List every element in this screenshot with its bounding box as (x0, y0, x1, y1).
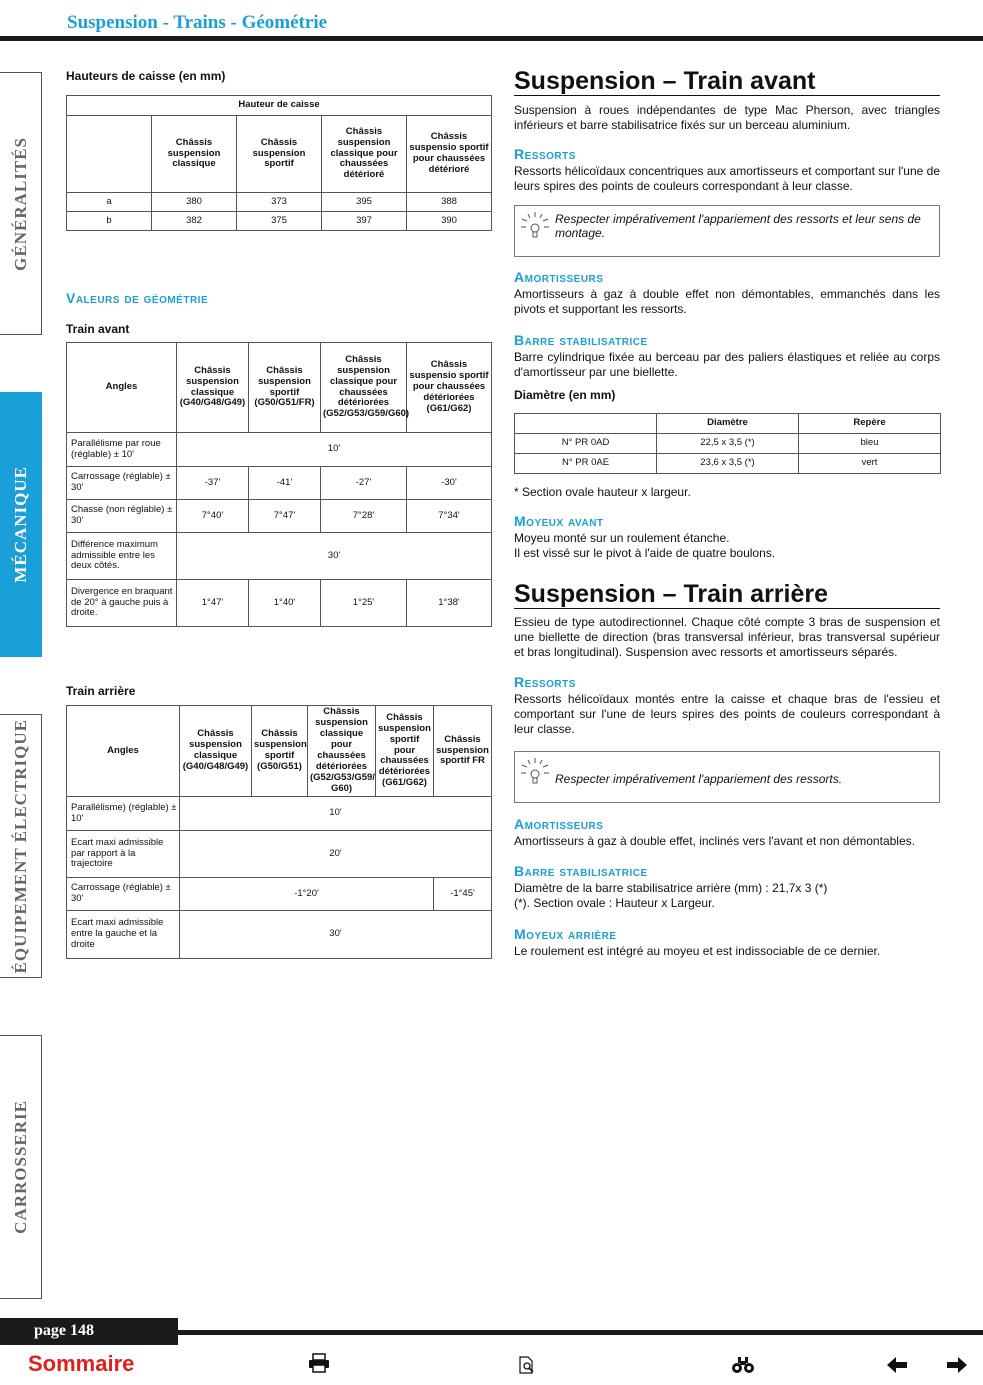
avant-ressorts-text: Ressorts hélicoïdaux concentriques aux amortisseurs et comportant sur l'une de leurs spires des points de couleurs correspondant à leur classe. (514, 164, 940, 193)
row-label: Ecart maxi admissible par rapport à la trajectoire (67, 831, 180, 878)
binoculars-icon[interactable] (731, 1356, 755, 1374)
cell: 7°47' (249, 500, 321, 533)
table-row (67, 797, 492, 831)
cell: -41' (249, 467, 321, 500)
tab-equipement-electrique-label: ÉQUIPEMENT ÉLECTRIQUE (10, 718, 30, 974)
cell: 7°40' (177, 500, 249, 533)
arriere-note-text: Respecter impérativement l'appariement des ressorts. (555, 772, 843, 786)
cell: 1°38' (407, 580, 492, 627)
table-row (515, 434, 941, 454)
avant-moyeux-text1: Moyeu monté sur un roulement étanche. (514, 531, 730, 545)
cell: 1°47' (177, 580, 249, 627)
cell: 22,5 x 3,5 (*) (657, 434, 799, 454)
merged-cell: -1°20' (180, 878, 434, 911)
cell: 1°25' (321, 580, 407, 627)
table-row (67, 878, 492, 911)
sommaire-link[interactable]: Sommaire (28, 1351, 135, 1376)
train-avant-table (66, 342, 492, 627)
tab-mecanique-label: MÉCANIQUE (10, 466, 30, 583)
cell: bleu (799, 434, 941, 454)
merged-cell: 10' (177, 433, 492, 467)
arriere-col-header: Châssis suspension sportif (G50/G51) (252, 706, 308, 797)
arriere-note-box (514, 751, 940, 803)
arriere-barre-title: Barre stabilisatrice (514, 863, 648, 879)
row-label: b (67, 212, 152, 231)
avant-note-box (514, 205, 940, 257)
cell: 373 (237, 193, 322, 212)
avant-col-header: Châssis suspension classique pour chaussées détériorées (G52/G53/G59/G60) (321, 343, 407, 433)
arriere-col-header: Châssis suspension sportif pour chaussées détériorées (G61/G62) (376, 706, 434, 797)
arriere-barre-text1: Diamètre de la barre stabilisatrice arrière (mm) : 21,7x 3 (*) (514, 881, 828, 895)
tab-generalites-label: GÉNÉRALITÉS (10, 136, 30, 271)
document-search-icon[interactable] (518, 1356, 536, 1374)
lightbulb-icon (519, 210, 551, 244)
row-label: Carrossage (réglable) ± 30' (67, 878, 180, 911)
row-label: Parallélisme) (réglable) ± 10' (67, 797, 180, 831)
merged-cell: 20' (180, 831, 492, 878)
arriere-moyeux-text: Le roulement est intégré au moyeu et est indissociable de ce dernier. (514, 944, 881, 958)
row-label: Chasse (non réglable) ± 30' (67, 500, 177, 533)
row-label: N° PR 0AE (515, 454, 657, 474)
cell: -30' (407, 467, 492, 500)
angles-header: Angles (67, 343, 177, 433)
lightbulb-icon (519, 756, 551, 790)
arrow-right-icon[interactable] (947, 1357, 967, 1373)
arriere-section-title: Suspension – Train arrière (514, 581, 940, 609)
hauteurs-group-header: Hauteur de caisse (67, 96, 492, 116)
avant-amort-text: Amortisseurs à gaz à double effet non démontables, emmanchés dans les pivots et supportant les ressorts. (514, 287, 940, 316)
arriere-ressorts-title: Ressorts (514, 674, 576, 690)
arriere-amort-text: Amortisseurs à gaz à double effet, inclinés vers l'avant et non démontables. (514, 834, 915, 848)
cell: 375 (237, 212, 322, 231)
hauteurs-col-header: Châssis suspensio sportif pour chaussées détérioré (407, 116, 492, 193)
arriere-intro: Essieu de type autodirectionnel. Chaque côté compte 3 bras de suspension et une biellette de direction (bras transversal inférieur, bras transversal supérieur et bras longitudinal). Suspension avec ressorts et amortisseurs séparés. (514, 615, 940, 659)
table-row (67, 193, 492, 212)
cell: vert (799, 454, 941, 474)
cell: -1°45' (434, 878, 492, 911)
diametre-label: Diamètre (en mm) (514, 388, 616, 402)
table-row (67, 533, 492, 580)
tab-carrosserie-label: CARROSSERIE (10, 1100, 30, 1234)
hauteurs-label: Hauteurs de caisse (en mm) (66, 69, 226, 83)
row-label: Parallélisme par roue (réglable) ± 10' (67, 433, 177, 467)
diametre-corner (515, 414, 657, 434)
cell: 388 (407, 193, 492, 212)
page-header-title: Suspension - Trains - Géométrie (67, 12, 328, 33)
table-row (67, 467, 492, 500)
arrow-left-icon[interactable] (887, 1357, 907, 1373)
table-row (67, 433, 492, 467)
merged-cell: 30' (177, 533, 492, 580)
row-label: Carrossage (réglable) ± 30' (67, 467, 177, 500)
cell: -27' (321, 467, 407, 500)
table-row (515, 454, 941, 474)
row-label: N° PR 0AD (515, 434, 657, 454)
avant-intro: Suspension à roues indépendantes de type Mac Pherson, avec triangles inférieurs et barre stabilisatrice fixés sur un berceau aluminium. (514, 103, 940, 132)
cell: 7°34' (407, 500, 492, 533)
arriere-col-header: Châssis suspension classique (G40/G48/G49) (180, 706, 252, 797)
cell: 397 (322, 212, 407, 231)
page-number: page 148 (0, 1318, 178, 1345)
hauteurs-col-header: Châssis suspension sportif (237, 116, 322, 193)
tab-carrosserie[interactable] (0, 1035, 42, 1299)
cell: 1°40' (249, 580, 321, 627)
arriere-barre-text2: (*). Section ovale : Hauteur x Largeur. (514, 896, 715, 910)
arriere-amort-title: Amortisseurs (514, 816, 604, 832)
diametre-col-header: Repère (799, 414, 941, 434)
cell: 23,6 x 3,5 (*) (657, 454, 799, 474)
train-arriere-table (66, 705, 492, 959)
diametre-col-header: Diamètre (657, 414, 799, 434)
row-label: Ecart maxi admissible entre la gauche et la droite (67, 911, 180, 959)
header-rule (0, 36, 983, 41)
diametre-footnote: * Section ovale hauteur x largeur. (514, 485, 691, 499)
avant-barre-text: Barre cylindrique fixée au berceau par des paliers élastiques et reliée au corps d'amortisseur par une biellette. (514, 350, 940, 379)
avant-col-header: Châssis suspension sportif (G50/G51/FR) (249, 343, 321, 433)
printer-icon[interactable] (308, 1353, 330, 1373)
row-label: Différence maximum admissible entre les deux côtés. (67, 533, 177, 580)
avant-section-title: Suspension – Train avant (514, 68, 940, 96)
cell: 382 (152, 212, 237, 231)
hauteurs-col-header: Châssis suspension classique (152, 116, 237, 193)
row-label: Divergence en braquant de 20° à gauche puis à droite. (67, 580, 177, 627)
avant-note-text: Respecter impérativement l'appariement des ressorts et leur sens de montage. (555, 212, 921, 240)
tab-mecanique[interactable] (0, 392, 42, 657)
avant-ressorts-title: Ressorts (514, 146, 576, 162)
avant-moyeux-text2: Il est vissé sur le pivot à l'aide de quatre boulons. (514, 546, 776, 560)
arriere-col-header: Châssis suspension classique pour chaussées détériorées (G52/G53/G59/ G60) (308, 706, 376, 797)
merged-cell: 30' (180, 911, 492, 959)
hauteurs-corner (67, 116, 152, 193)
avant-amort-title: Amortisseurs (514, 269, 604, 285)
table-row (67, 500, 492, 533)
arriere-ressorts-text: Ressorts hélicoïdaux montés entre la caisse et chaque bras de l'essieu et comportant sur l'une de leurs spires des points de couleurs correspondant à leur classe. (514, 692, 940, 736)
geometrie-title: Valeurs de géométrie (66, 290, 209, 306)
table-row (67, 580, 492, 627)
tab-equipement-electrique[interactable] (0, 714, 42, 978)
hauteurs-table (66, 95, 492, 231)
table-row (67, 831, 492, 878)
arriere-col-header: Châssis suspension sportif FR (434, 706, 492, 797)
avant-barre-title: Barre stabilisatrice (514, 332, 648, 348)
train-arriere-label: Train arrière (66, 684, 136, 698)
cell: 7°28' (321, 500, 407, 533)
table-row (67, 212, 492, 231)
angles-header: Angles (67, 706, 180, 797)
cell: 395 (322, 193, 407, 212)
table-row (67, 911, 492, 959)
train-avant-label: Train avant (66, 322, 130, 336)
avant-moyeux-title: Moyeux avant (514, 513, 604, 529)
cell: 390 (407, 212, 492, 231)
hauteurs-col-header: Châssis suspension classique pour chaussées détérioré (322, 116, 407, 193)
cell: -37' (177, 467, 249, 500)
avant-col-header: Châssis suspensio sportif pour chaussées détériorées (G61/G62) (407, 343, 492, 433)
avant-col-header: Châssis suspension classique (G40/G48/G49) (177, 343, 249, 433)
tab-generalites[interactable] (0, 72, 42, 335)
row-label: a (67, 193, 152, 212)
cell: 380 (152, 193, 237, 212)
diametre-table (514, 413, 941, 474)
merged-cell: 10' (180, 797, 492, 831)
arriere-moyeux-title: Moyeux arrière (514, 926, 617, 942)
